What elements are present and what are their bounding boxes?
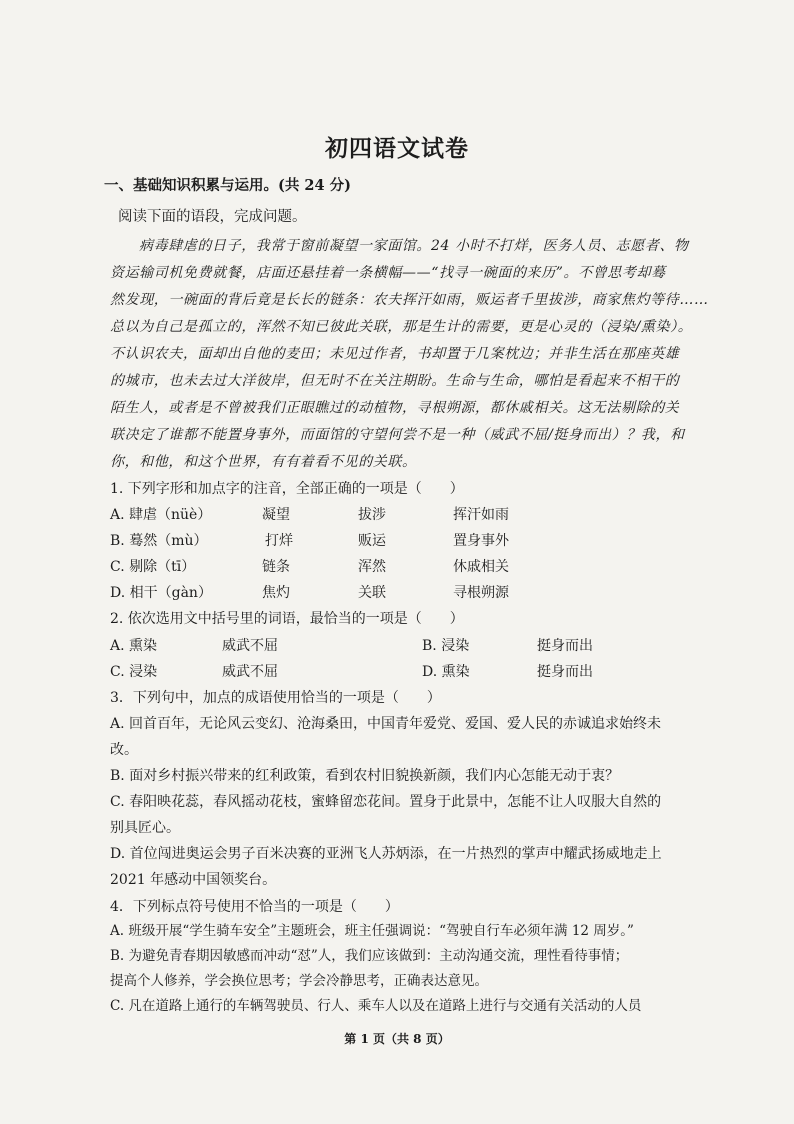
option-a-word: 凝望 <box>262 507 290 523</box>
option-line: 改。 <box>110 742 138 758</box>
option-d-word: 寻根朔源 <box>453 585 509 601</box>
passage-line: 陌生人，或者是不曾被我们正眼瞧过的动植物，寻根朔源，都休戚相关。这无法剔除的关 <box>110 400 680 416</box>
option-c-word: 浑然 <box>358 559 386 575</box>
question-stem: 2. 依次选用文中括号里的词语，最恰当的一项是（ ） <box>110 611 464 627</box>
option-b-word: 贩运 <box>358 533 386 549</box>
option-line: B. 面对乡村振兴带来的红利政策，看到农村旧貌换新颜，我们内心怎能无动于衷？ <box>110 768 620 784</box>
option-a-label: A. 肆虐（nüè） <box>110 507 212 523</box>
passage-line: 不认识农夫，面却出自他的麦田；未见过作者，书却置于几案枕边；并非生活在那座英雄 <box>110 346 680 362</box>
option-d-word: 焦灼 <box>262 585 290 601</box>
question-stem: 3．下列句中，加点的成语使用恰当的一项是（ ） <box>110 690 441 706</box>
passage-line: 资运输司机免费就餐，店面还悬挂着一条横幅——“找寻一碗面的来历”。不曾思考却蓦 <box>110 265 666 281</box>
option-c: C. 浸染 <box>110 664 158 680</box>
option-c-phrase: 威武不屈 <box>222 664 278 680</box>
option-b-word: 置身事外 <box>453 533 509 549</box>
option-a-word: 挥汗如雨 <box>453 507 509 523</box>
option-line: A. 班级开展“学生骑车安全”主题班会，班主任强调说：“驾驶自行车必须年满 12 周岁。” <box>110 923 634 939</box>
reading-instruction: 阅读下面的语段，完成问题。 <box>118 209 307 225</box>
option-c-word: 休戚相关 <box>453 559 509 575</box>
option-line: D. 首位闯进奥运会男子百米决赛的亚洲飞人苏炳添，在一片热烈的掌声中耀武扬威地走上 <box>110 846 662 862</box>
section-heading: 一、基础知识积累与运用。(共 24 分) <box>104 177 351 194</box>
page-title: 初四语文试卷 <box>325 135 469 162</box>
passage-line: 然发现，一碗面的背后竟是长长的链条：农夫挥汗如雨，贩运者千里拔涉，商家焦灼等待…… <box>110 292 709 308</box>
option-line: 别具匠心。 <box>110 820 180 836</box>
option-a-phrase: 威武不屈 <box>222 638 278 654</box>
option-line: A. 回首百年，无论风云变幻、沧海桑田，中国青年爱党、爱国、爱人民的赤诚追求始终未 <box>110 716 662 732</box>
option-a: A. 熏染 <box>110 638 158 654</box>
option-line: 2021 年感动中国领奖台。 <box>110 872 277 888</box>
page-number: 第 1 页（共 8 页） <box>344 1032 450 1046</box>
option-a-word: 拔涉 <box>358 507 386 523</box>
question-stem: 4．下列标点符号使用不恰当的一项是（ ） <box>110 899 399 915</box>
option-b: B. 浸染 <box>422 638 470 654</box>
passage-line: 病毒肆虐的日子，我常于窗前凝望一家面馆。24 小时不打烊，医务人员、志愿者、物 <box>139 238 689 254</box>
option-b-label: B. 蓦然（mù） <box>110 533 208 549</box>
passage-line: 总以为自己是孤立的，浑然不知已彼此关联，那是生计的需要，更是心灵的（浸染/熏染）。 <box>110 319 693 335</box>
option-line: C. 春阳映花蕊，春风摇动花枝，蜜蜂留恋花间。置身于此景中，怎能不让人叹服大自然的 <box>110 794 662 810</box>
option-b-word: 打烊 <box>265 533 293 549</box>
option-line: B. 为避免青春期因敏感而冲动“怼”人，我们应该做到：主动沟通交流，理性看待事情； <box>110 948 629 964</box>
option-d-label: D. 相干（gàn） <box>110 585 212 601</box>
option-b-phrase: 挺身而出 <box>537 638 593 654</box>
passage-line: 的城市，也未去过大洋彼岸，但无时不在关注期盼。生命与生命，哪怕是看起来不相干的 <box>110 373 680 389</box>
passage-line: 你，和他，和这个世界，有有着看不见的关联。 <box>110 454 417 470</box>
option-d-phrase: 挺身而出 <box>537 664 593 680</box>
option-line: C. 凡在道路上通行的车辆驾驶员、行人、乘车人以及在道路上进行与交通有关活动的人员 <box>110 998 642 1014</box>
option-d-word: 关联 <box>358 585 386 601</box>
option-c-label: C. 剔除（tī） <box>110 559 196 575</box>
question-stem: 1. 下列字形和加点字的注音，全部正确的一项是（ ） <box>110 481 464 497</box>
option-line: 提高个人修养，学会换位思考；学会冷静思考，正确表达意见。 <box>110 973 488 989</box>
passage-line: 联决定了谁都不能置身事外，而面馆的守望何尝不是一种（威武不屈/挺身而出）？我，和 <box>110 427 685 443</box>
option-c-word: 链条 <box>262 559 290 575</box>
option-d: D. 熏染 <box>422 664 470 680</box>
